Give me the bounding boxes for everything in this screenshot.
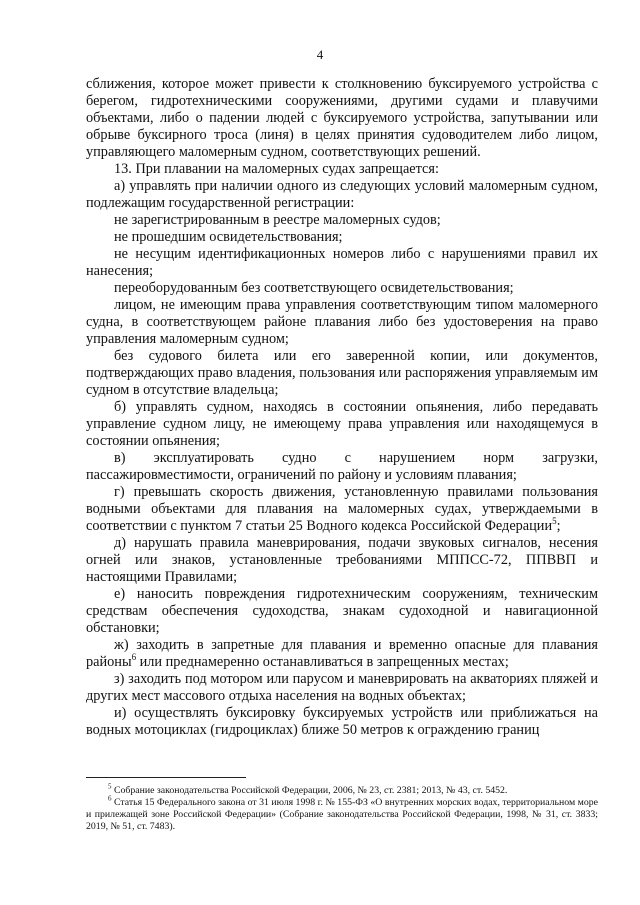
paragraph-condition-5: лицом, не имеющим права управления соответствующим типом маломерного судна, в соответствующем районе плавания либо без удостоверения на право управления маломерным судном; bbox=[86, 297, 598, 347]
footnote-ref-5: 5 bbox=[552, 516, 557, 527]
paragraph-item-13: 13. При плавании на маломерных судах запрещается: bbox=[114, 161, 439, 177]
paragraph-subitem-a: а) управлять при наличии одного из следующих условий маломерным судном, подлежащим государственной регистрации: bbox=[86, 178, 598, 211]
paragraph-subitem-i: и) осуществлять буксировку буксируемых устройств или приближаться на водных мотоциклах (гидроциклах) ближе 50 метров к ограждению границ bbox=[86, 705, 598, 738]
paragraph-subitem-d: д) нарушать правила маневрирования, подачи звуковых сигналов, несения огней или знаков, установленные требованиями МППСС-72, ППВВП и настоящими Правилами; bbox=[86, 535, 598, 585]
footnote-separator bbox=[86, 777, 246, 778]
footnote-5: $^5$ Собрание законодательства Российской Федерации, 2006, № 23, ст. 2381; 2013, № 43, ст. 5452. bbox=[108, 782, 508, 796]
paragraph-subitem-zh: ж) заходить в запретные для плавания и временно опасные для плавания районы$^6$ или преднамеренно останавливаться в запрещенных местах; bbox=[86, 637, 598, 670]
paragraph-subitem-b: б) управлять судном, находясь в состоянии опьянения, либо передавать управление судном лицу, не имеющему права управления или находящемуся в состоянии опьянения; bbox=[86, 399, 598, 449]
paragraph-condition-6: без судового билета или его заверенной копии, или документов, подтверждающих право владения, пользования или распоряжения управляемым им судном в отсутствие владельца; bbox=[86, 348, 598, 398]
paragraph-condition-1: не зарегистрированным в реестре маломерных судов; bbox=[114, 212, 441, 228]
footnote-ref-6: 6 bbox=[131, 652, 137, 663]
paragraph-condition-2: не прошедшим освидетельствования; bbox=[114, 229, 343, 245]
footnote-6: $^6$ Статья 15 Федерального закона от 31 июля 1998 г. № 155-ФЗ «О внутренних морских водах, территориальном море и прилежащей зоне Российской Федерации» (Собрание законодательства Российской Федерации, 1998, № 31, ст. 3833; 2019, № 51, ст. 7483). bbox=[86, 794, 598, 832]
footnote-mark: 6 bbox=[108, 794, 112, 803]
paragraph-subitem-g: г) превышать скорость движения, установленную правилами пользования водными объектами для плавания на маломерных судах, утверждаемыми в соответствии с пунктом 7 статьи 25 Водного кодекса Российской Федерации$^5$; bbox=[86, 484, 598, 534]
paragraph-condition-4: переоборудованным без соответствующего освидетельствования; bbox=[114, 280, 514, 296]
page-number: 4 bbox=[316, 47, 324, 62]
footnotes bbox=[86, 782, 598, 833]
paragraph-condition-3: не несущим идентификационных номеров либо с нарушениями правил их нанесения; bbox=[86, 246, 598, 279]
paragraph-subitem-z: з) заходить под мотором или парусом и маневрировать на акваториях пляжей и других мест массового отдыха населения на водных объектах; bbox=[86, 671, 598, 704]
footnote-mark: 5 bbox=[108, 782, 112, 791]
document-body bbox=[86, 76, 598, 739]
paragraph-continuation: сближения, которое может привести к столкновению буксируемого устройства с берегом, гидротехническими сооружениями, другими судами и плавучими объектами, либо о падении людей с буксируемого устройства, запутывании или обрыве буксирного троса (линя) в целях принятия судоводителем либо лицом, управляющего маломерным судном, соответствующих решений. bbox=[86, 76, 598, 160]
paragraph-subitem-v: в) эксплуатировать судно с нарушением норм загрузки, пассажировместимости, ограничений по району и условиям плавания; bbox=[86, 450, 598, 483]
paragraph-subitem-e: е) наносить повреждения гидротехническим сооружениям, техническим средствам обеспечения судоходства, знакам судоходной и навигационной обстановки; bbox=[86, 586, 598, 636]
